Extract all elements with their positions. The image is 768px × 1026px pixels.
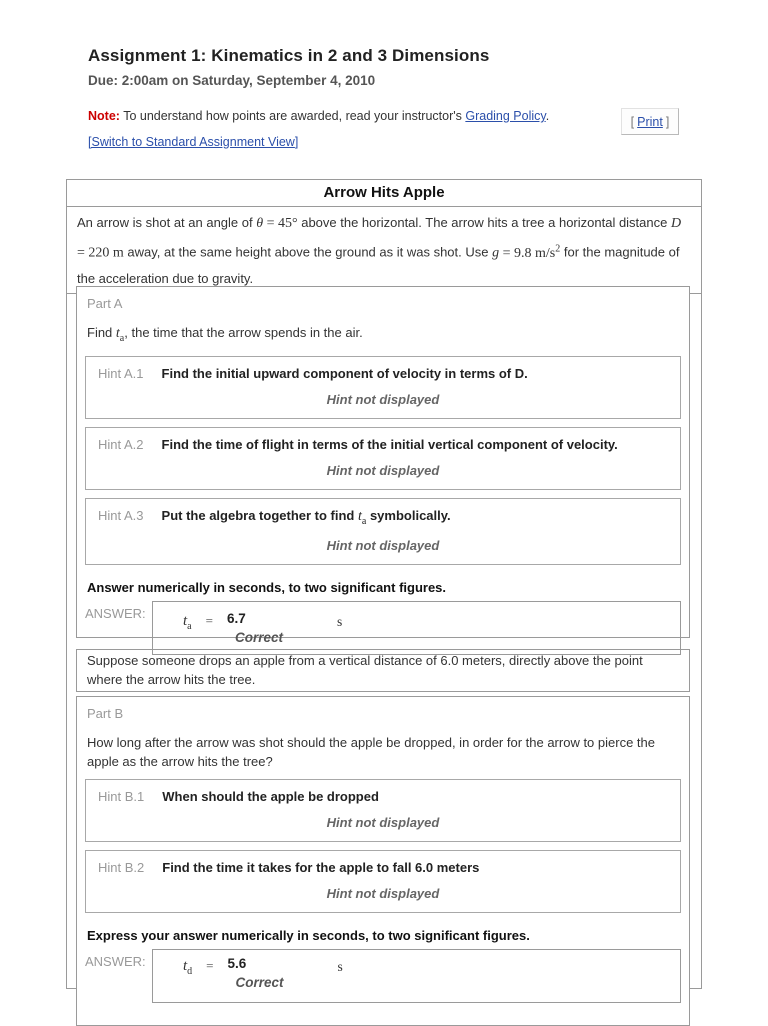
hint-b2-not-displayed: Hint not displayed [326,886,440,901]
note-text: To understand how points are awarded, read your instructor's [119,109,466,123]
part-a-label: Part A [87,296,123,311]
part-b-value: 5.6 [227,956,247,971]
problem-intro: An arrow is shot at an angle of θ = 45° above the horizontal. The arrow hits a tree a horizontal distance D = 220 m away, at the same height above the ground as it was shot. Use g = 9.8 $m/s^2$ for the magnitude of the acceleration due to gravity. [67,207,701,294]
note-period: . [545,109,550,123]
hint-b1-box[interactable] [85,779,681,842]
hint-a3-not-displayed: Hint not displayed [326,537,440,553]
hint-a3-box[interactable] [85,498,681,565]
hint-a1-header[interactable] [98,366,668,381]
math-ta-answer: $t_a$ [183,612,192,632]
hint-a2-box[interactable] [85,427,681,490]
hint-b2-title: Find the time it takes for the apple to fall 6.0 meters [162,860,480,875]
math-g: g [492,245,500,261]
part-a-correct-badge: Correct [234,629,283,645]
print-link[interactable]: Print [637,114,663,129]
math-td-answer: $t_d$ [183,958,193,977]
math-ta: $t_a$ [115,326,125,344]
part-b-question: How long after the arrow was shot should the apple be dropped, in order for the arrow to pierce the apple as the arrow hits the tree? [87,735,655,769]
hint-a2-not-displayed: Hint not displayed [326,462,440,478]
hint-a3-header[interactable] [98,508,668,527]
part-b-section [76,696,690,1026]
problem-title: Arrow Hits Apple [67,180,701,207]
part-b-answer-value: $t_d$ = 5.6 Correct s [183,956,343,990]
math-D: D [670,216,682,231]
switch-view-line [88,135,608,149]
part-a-question: Find $t_a$, the time that the arrow spends in the air. [87,325,363,344]
hint-a2-header[interactable] [98,437,668,452]
assignment-header [88,46,608,149]
hint-b2-id: Hint B.2 [98,860,145,875]
part-a-value: 6.7 [226,610,246,626]
hint-a1-id: Hint A.1 [98,365,144,381]
print-bracket-open: [ [630,114,635,129]
part-a-section [76,286,690,645]
assignment-title: Assignment 1: Kinematics in 2 and 3 Dimensions [88,46,490,65]
part-b-answer-instruction: Express your answer numerically in seconds, to two significant figures. [87,928,530,943]
part-a-answer-instruction: Answer numerically in seconds, to two significant figures. [87,579,447,595]
math-theta: θ [256,216,264,231]
part-a-answer-value: $t_a$ = 6.7 Correct s [183,610,343,645]
due-date: Due: 2:00am on Saturday, September 4, 2010 [88,73,376,88]
note-label: Note: [88,109,120,123]
part-b-answer-row [85,949,681,1003]
note-line [88,109,608,123]
hint-b2-header[interactable] [98,860,668,875]
hint-a2-id: Hint A.2 [98,436,144,452]
print-button[interactable] [621,108,679,135]
hint-a3-id: Hint A.3 [98,507,144,523]
hint-b1-title: When should the apple be dropped [162,789,379,804]
print-bracket-close: ] [665,114,670,129]
apple-note: Suppose someone drops an apple from a vertical distance of 6.0 meters, directly above the point where the arrow hits the tree. [76,649,690,692]
grading-policy-link[interactable]: Grading Policy [465,109,546,123]
part-a-answer-label: ANSWER: [85,605,146,621]
part-b-label: Part B [87,706,124,721]
part-a-answer-row [85,601,681,655]
hint-a1-not-displayed: Hint not displayed [326,391,440,407]
part-a-unit: s [336,613,343,629]
part-a-answer-box [152,601,681,655]
part-b-answer-box [152,949,681,1003]
hint-b1-not-displayed: Hint not displayed [326,815,440,830]
hint-a1-title: Find the initial upward component of velocity in terms of D. [161,365,528,381]
problem-card [66,179,702,989]
part-b-answer-label: ANSWER: [85,954,146,969]
part-b-correct-badge: Correct [235,975,284,990]
hint-b1-id: Hint B.1 [98,789,145,804]
hint-b2-box[interactable] [85,850,681,913]
hint-a3-title: Put the algebra together to find $t_a$ symbolically. [161,507,451,527]
hint-a2-title: Find the time of flight in terms of the initial vertical component of velocity. [161,436,618,452]
part-b-unit: s [337,959,343,974]
hint-a1-box[interactable] [85,356,681,419]
hint-b1-header[interactable] [98,789,668,804]
switch-view-link[interactable]: [Switch to Standard Assignment View] [88,135,299,149]
